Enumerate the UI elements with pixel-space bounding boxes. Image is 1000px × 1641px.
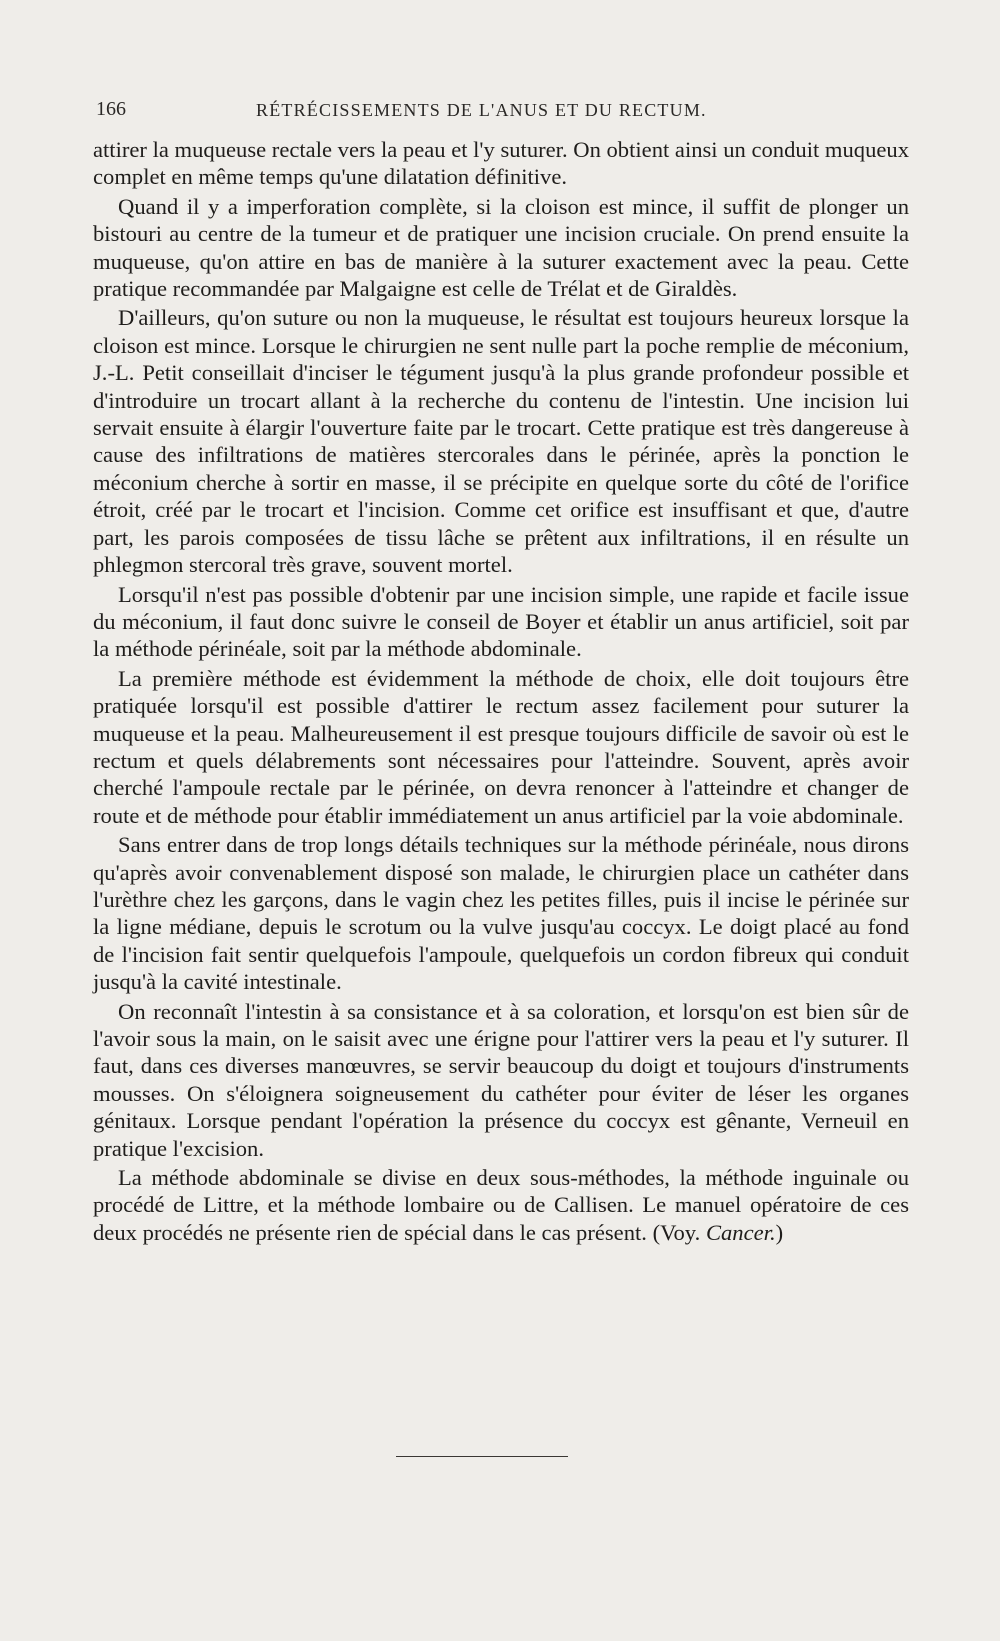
paragraph-7: On reconnaît l'intestin à sa consistance et à sa coloration, et lorsqu'on est bien sûr de l'avoir sous la main, on le saisit avec une érigne pour l'attirer vers la peau et l'y suturer. Il faut, dans ces diverses manœuvres, se servir beaucoup du doigt et toujours d'instruments mousses. On s'éloignera soigneusement du cathéter pour éviter de léser les organes génitaux. Lorsque pendant l'opération la présence du coccyx est gênante, Verneuil en pratique l'excision. (93, 998, 909, 1161)
paragraph-4: Lorsqu'il n'est pas possible d'obtenir par une incision simple, une rapide et facile issue du méconium, il faut donc suivre le conseil de Boyer et établir un anus artificiel, soit par la méthode périnéale, soit par la méthode abdominale. (93, 581, 909, 662)
paragraph-6: Sans entrer dans de trop longs détails techniques sur la méthode périnéale, nous dirons qu'après avoir convenablement disposé son malade, le chirurgien place un cathéter dans l'urèthre chez les garçons, dans le vagin chez les petites filles, puis il incise le périnée sur la ligne médiane, depuis le scrotum ou la vulve jusqu'au coccyx. Le doigt placé au fond de l'incision fait sentir quelquefois l'ampoule, quelquefois un cordon fibreux qui conduit jusqu'à la cavité intestinale. (93, 832, 909, 995)
end-rule (396, 1456, 568, 1457)
paragraph-1: attirer la muqueuse rectale vers la peau et l'y suturer. On obtient ainsi un conduit muqueux complet en même temps qu'une dilatation définitive. (93, 137, 909, 190)
paragraph-2: Quand il y a imperforation complète, si la cloison est mince, il suffit de plonger un bistouri au centre de la tumeur et de pratiquer une incision cruciale. On prend ensuite la muqueuse, qu'on attire en bas de manière à la suturer exactement avec la peau. Cette pratique recommandée par Malgaigne est celle de Trélat et de Giraldès. (93, 193, 909, 302)
page-header (96, 98, 908, 128)
paragraph-5: La première méthode est évidemment la méthode de choix, elle doit toujours être pratiquée lorsqu'il est possible d'attirer le rectum assez facilement pour suturer la muqueuse et la peau. Malheureusement il est presque toujours difficile de savoir où est le rectum et quels délabrements sont nécessaires pour l'atteindre. Souvent, après avoir cherché l'ampoule rectale par le périnée, on devra renoncer à l'atteindre et changer de route et de méthode pour établir immédiatement un anus artificiel par la voie abdominale. (93, 665, 909, 828)
cross-reference-cancer: Cancer. (705, 1219, 776, 1245)
paragraph-8-close: ) (775, 1219, 784, 1245)
page-number: 166 (96, 98, 126, 120)
paragraph-3: D'ailleurs, qu'on suture ou non la muqueuse, le résultat est toujours heureux lorsque la cloison est mince. Lorsque le chirurgien ne sent nulle part la poche remplie de méconium, J.-L. Petit conseillait d'inciser le tégument jusqu'à la plus grande profondeur possible et d'introduire un trocart allant à la recherche du contenu de l'intestin. Une incision lui servait ensuite à élargir l'ouverture faite par le trocart. Cette pratique est très dangereuse à cause des infiltrations de matières stercorales dans le périnée, après la ponction le méconium cherche à sortir en masse, il se précipite en quelque sorte du côté de l'orifice étroit, créé par le trocart et l'incision. Comme cet orifice est insuffisant et que, d'autre part, les parois composées de tissu lâche se prêtent aux infiltrations, il en résulte un phlegmon stercoral très grave, souvent mortel. (93, 305, 909, 578)
paragraph-8 (93, 1164, 909, 1246)
paragraph-8-text: La méthode abdominale se divise en deux sous-méthodes, la méthode inguinale ou procédé de Littre, et la méthode lombaire ou de Callisen. Le manuel opératoire de ces deux procédés ne présente rien de spécial dans le cas présent. (Voy. (93, 1165, 909, 1245)
running-head: RÉTRÉCISSEMENTS DE L'ANUS ET DU RECTUM. (256, 100, 707, 120)
body-text (93, 136, 909, 1248)
